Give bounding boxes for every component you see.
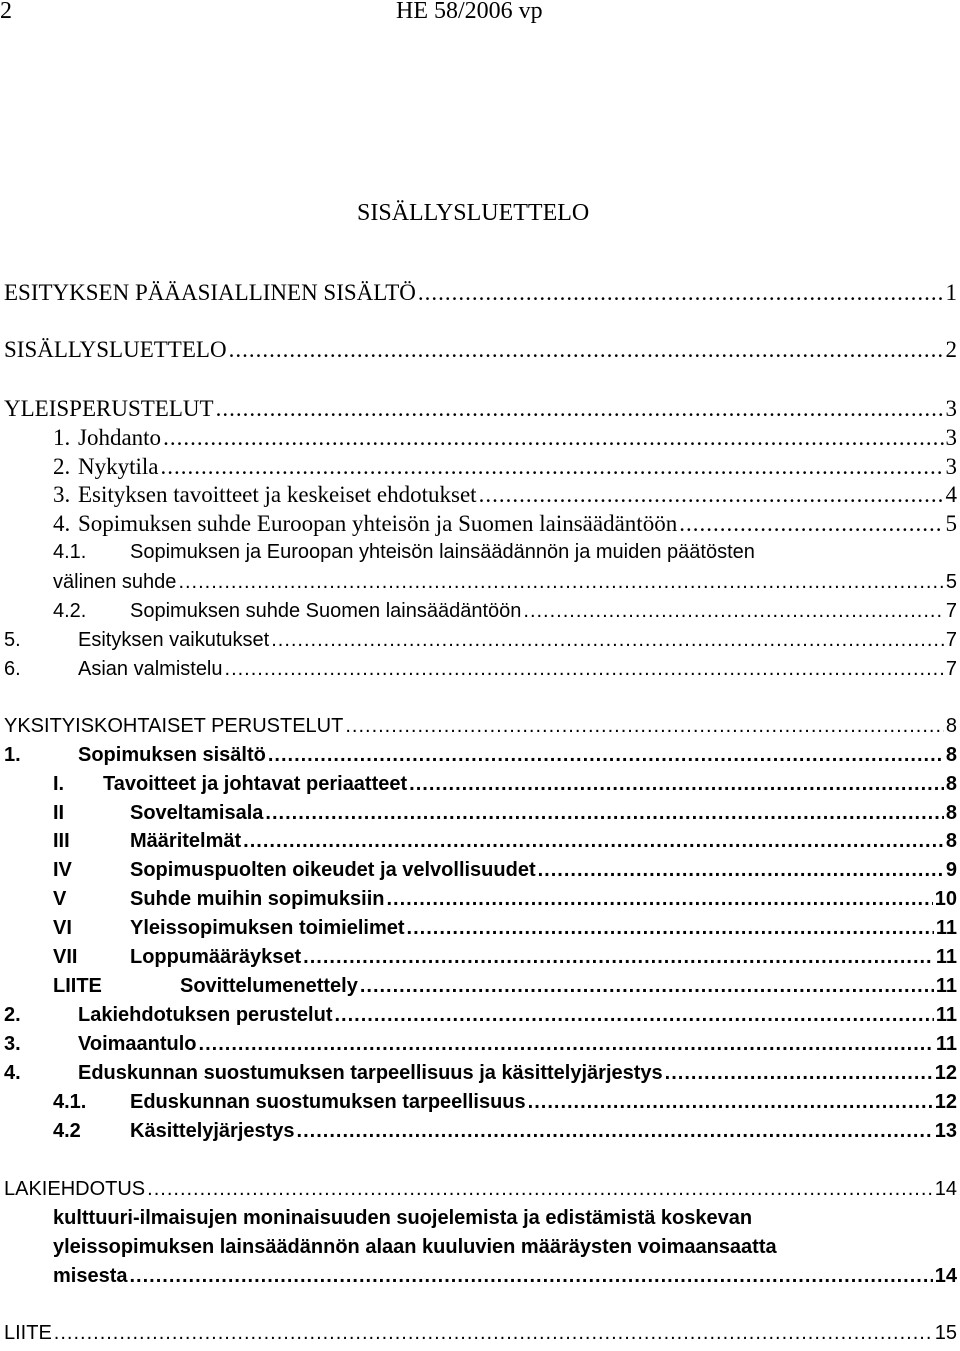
toc-entry-title: ESITYKSEN PÄÄASIALLINEN SISÄLTÖ xyxy=(4,280,416,305)
toc-entry-title: SISÄLLYSLUETTELO xyxy=(4,337,227,362)
toc-entry-title: Sopimuksen suhde Suomen lainsäädäntöön xyxy=(130,600,522,622)
toc-entry-page: 12 xyxy=(934,1091,957,1113)
toc-entry-page: 11 xyxy=(935,1004,957,1026)
toc-entry-title: Käsittelyjärjestys xyxy=(130,1120,295,1142)
toc-entry-page: 8 xyxy=(945,715,957,737)
toc-entry-page: 4 xyxy=(945,482,957,507)
toc-entry[interactable] xyxy=(0,1120,957,1149)
toc-entry[interactable] xyxy=(0,859,957,888)
page-number: 2 xyxy=(0,0,12,24)
toc-entry-title: Johdanto xyxy=(78,425,162,450)
toc-entry-number: LIITE xyxy=(53,975,102,997)
toc-entry-number: 2. xyxy=(4,1004,21,1026)
toc-entry-title: Tavoitteet ja johtavat periaatteet xyxy=(103,773,408,795)
toc-entry-page: 11 xyxy=(935,975,957,997)
toc-entry-number: 3. xyxy=(4,1033,21,1055)
toc-entry-page: 7 xyxy=(945,600,957,622)
toc-entry-title: Suhde muihin sopimuksiin xyxy=(130,888,385,910)
toc-entry[interactable] xyxy=(0,888,957,917)
toc-entry[interactable] xyxy=(0,511,957,540)
toc-entry-number: 1. xyxy=(4,744,21,766)
toc-entry-number: I. xyxy=(53,773,65,795)
toc-entry-number: 3. xyxy=(53,482,71,507)
toc-entry[interactable] xyxy=(0,1062,957,1091)
toc-entry-number: 4.1. xyxy=(53,1091,87,1113)
toc-entry[interactable] xyxy=(0,715,957,744)
toc-entry[interactable] xyxy=(0,1033,957,1062)
toc-entry[interactable] xyxy=(0,744,957,773)
toc-entry-page: 14 xyxy=(934,1265,957,1287)
toc-entry-title: Sopimuspuolten oikeudet ja velvollisuudet xyxy=(130,859,536,881)
toc-entry-title: Asian valmistelu xyxy=(78,658,223,680)
toc-entry[interactable] xyxy=(0,280,957,309)
toc-entry-title: Loppumääräykset xyxy=(130,946,302,968)
toc-entry[interactable] xyxy=(0,830,957,859)
toc-entry-page: 10 xyxy=(934,888,957,910)
toc-title: SISÄLLYSLUETTELO xyxy=(357,200,590,226)
toc-entry-title: Soveltamisala xyxy=(130,802,264,824)
toc-entry-title: Eduskunnan suostumuksen tarpeellisuus xyxy=(130,1091,526,1113)
toc-entry[interactable] xyxy=(0,482,957,511)
toc-entry-number: 1. xyxy=(53,425,71,450)
toc-entry[interactable] xyxy=(0,773,957,802)
toc-entry-page: 15 xyxy=(934,1322,957,1344)
toc-entry-page: 8 xyxy=(945,830,957,852)
toc-entry[interactable] xyxy=(0,1091,957,1120)
toc-entry-title: Sovittelumenettely xyxy=(180,975,358,997)
toc-entry-page: 9 xyxy=(945,859,957,881)
toc-entry-page: 5 xyxy=(945,571,957,593)
toc-entry[interactable] xyxy=(0,1322,957,1351)
toc-entry[interactable] xyxy=(0,425,957,454)
toc-entry-page: 8 xyxy=(945,773,957,795)
toc-entry-title: Esityksen vaikutukset xyxy=(78,629,270,651)
toc-entry-number: 4.2 xyxy=(53,1120,81,1142)
toc-entry[interactable] xyxy=(0,802,957,831)
toc-entry[interactable] xyxy=(0,454,957,483)
toc-entry[interactable] xyxy=(0,629,957,658)
toc-entry[interactable] xyxy=(0,337,957,366)
toc-entry-page: 13 xyxy=(934,1120,957,1142)
toc-entry-title: Esityksen tavoitteet ja keskeiset ehdotukset xyxy=(78,482,477,507)
toc-entry-number: 4. xyxy=(4,1062,21,1084)
toc-entry-title: Sopimuksen suhde Euroopan yhteisön ja Suomen lainsäädäntöön xyxy=(78,511,678,536)
toc-entry-title: Määritelmät xyxy=(130,830,242,852)
toc-entry-number: VII xyxy=(53,946,78,968)
toc-entry-page: 3 xyxy=(945,396,957,421)
toc-entry-number: IV xyxy=(53,859,72,881)
toc-entry-number: VI xyxy=(53,917,72,939)
toc-entry[interactable] xyxy=(0,1178,957,1207)
toc-entry[interactable] xyxy=(0,975,957,1004)
toc-entry-page: 7 xyxy=(945,629,957,651)
toc-entry-number: 2. xyxy=(53,454,71,479)
toc-entry-number: 5. xyxy=(4,629,21,651)
toc-entry-page: 11 xyxy=(935,946,957,968)
toc-entry-title-line: kulttuuri-ilmaisujen moninaisuuden suojelemista ja edistämistä koskevan xyxy=(53,1207,753,1229)
toc-entry[interactable] xyxy=(0,917,957,946)
toc-entry-page: 3 xyxy=(945,454,957,479)
toc-entry-title: YLEISPERUSTELUT xyxy=(4,396,214,421)
toc-entry-title-line: yleissopimuksen lainsäädännön alaan kuuluvien määräysten voimaansaatta xyxy=(53,1236,777,1258)
toc-entry-title: Nykytila xyxy=(78,454,159,479)
toc-entry-page: 8 xyxy=(945,802,957,824)
toc-entry[interactable] xyxy=(0,1004,957,1033)
toc-entry[interactable] xyxy=(0,600,957,629)
toc-entry-page: 7 xyxy=(945,658,957,680)
toc-entry[interactable] xyxy=(0,658,957,687)
toc-entry[interactable] xyxy=(0,946,957,975)
toc-entry-page: 5 xyxy=(945,511,957,536)
toc-entry-number: 6. xyxy=(4,658,21,680)
toc-entry[interactable] xyxy=(0,1265,957,1294)
toc-entry-number: II xyxy=(53,802,65,824)
toc-entry-page: 3 xyxy=(945,425,957,450)
toc-entry-title: Eduskunnan suostumuksen tarpeellisuus ja käsittelyjärjestys xyxy=(78,1062,663,1084)
toc-entry-page: 8 xyxy=(945,744,957,766)
toc-entry-page: 2 xyxy=(945,337,957,362)
toc-entry[interactable] xyxy=(0,571,957,600)
toc-entry-page: 14 xyxy=(934,1178,957,1200)
toc-entry-number: 4.2. xyxy=(53,600,87,622)
toc-entry-title-line: Sopimuksen ja Euroopan yhteisön lainsäädännön ja muiden päätösten xyxy=(130,541,755,563)
toc-entry-title: Yleissopimuksen toimielimet xyxy=(130,917,405,939)
running-head: HE 58/2006 vp xyxy=(396,0,543,24)
toc-entry-title: Lakiehdotuksen perustelut xyxy=(78,1004,333,1026)
toc-entry-number: V xyxy=(53,888,67,910)
toc-entry[interactable] xyxy=(0,396,957,425)
toc-entry-number: 4. xyxy=(53,511,71,536)
toc-entry-title: misesta xyxy=(53,1265,128,1287)
toc-entry-number: III xyxy=(53,830,70,852)
toc-entry-title: YKSITYISKOHTAISET PERUSTELUT xyxy=(4,715,344,737)
toc-entry-title: LIITE xyxy=(4,1322,52,1344)
toc-entry-page: 12 xyxy=(934,1062,957,1084)
toc-entry-number: 4.1. xyxy=(53,541,87,563)
toc-entry-page: 1 xyxy=(945,280,957,305)
toc-entry-page: 11 xyxy=(935,917,957,939)
toc-entry-title: LAKIEHDOTUS xyxy=(4,1178,146,1200)
toc-entry-title: välinen suhde xyxy=(53,571,177,593)
toc-entry-title: Voimaantulo xyxy=(78,1033,197,1055)
toc-entry-page: 11 xyxy=(935,1033,957,1055)
toc-entry-title: Sopimuksen sisältö xyxy=(78,744,266,766)
